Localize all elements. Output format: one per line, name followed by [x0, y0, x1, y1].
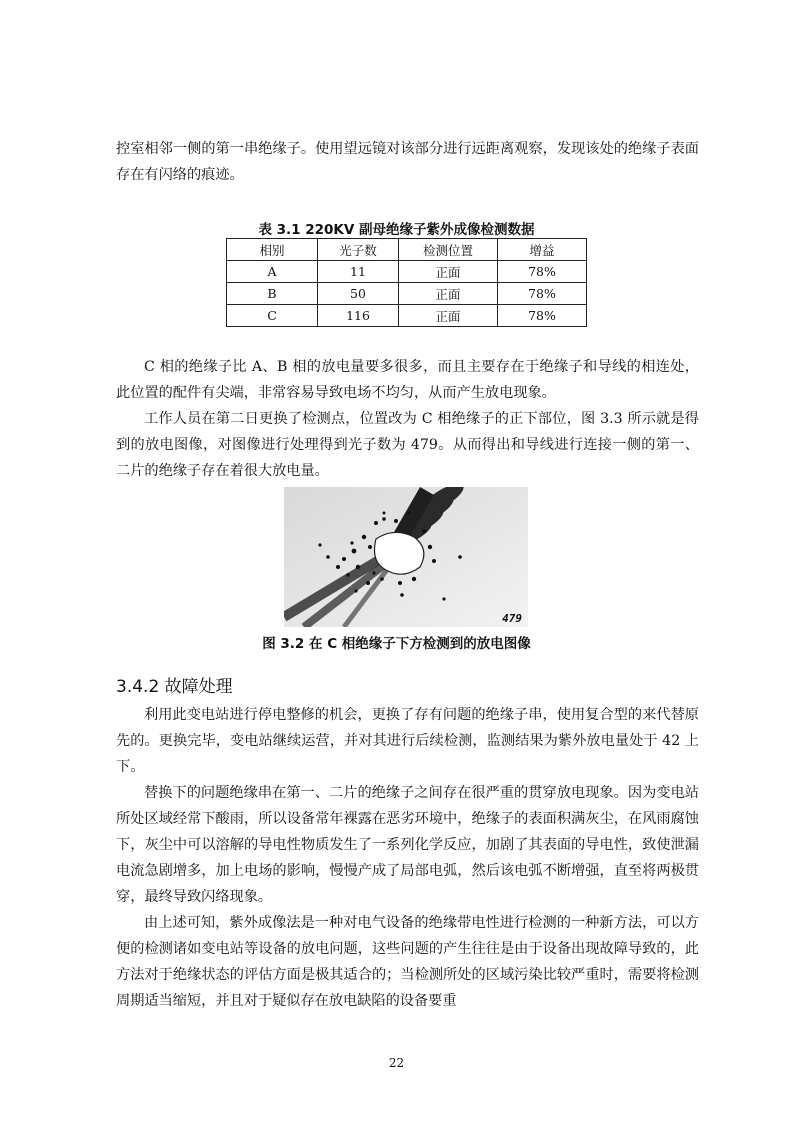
- table-cell: C: [227, 305, 318, 327]
- table-cell: 11: [318, 261, 399, 283]
- figure-caption: 图 3.2 在 C 相绝缘子下方检测到的放电图像: [262, 636, 531, 652]
- table-cell: A: [227, 261, 318, 283]
- paragraph-c-phase: C 相的绝缘子比 A、B 相的放电量要多很多，而且主要存在于绝缘子和导线的相连处，此位置的配件有尖端，非常容易导致电场不均匀，从而产生放电现象。: [116, 359, 699, 401]
- table-header-cell: 增益: [498, 239, 587, 261]
- page-number: 22: [388, 1056, 405, 1070]
- discharge-image-graphic: [284, 487, 528, 627]
- paragraph-intro: 控室相邻一侧的第一串绝缘子。使用望远镜对该部分进行远距离观察，发现该处的绝缘子表面存在有闪络的痕迹。: [116, 141, 699, 183]
- table-cell: 116: [318, 305, 399, 327]
- table-cell: 正面: [399, 305, 498, 327]
- table-caption: 表 3.1 220KV 副母绝缘子紫外成像检测数据: [258, 222, 535, 238]
- table-row: [227, 305, 587, 327]
- table-cell: 78%: [498, 283, 587, 305]
- section-heading: 3.4.2 故障处理: [116, 677, 233, 697]
- table-cell: 正面: [399, 261, 498, 283]
- table-cell: 50: [318, 283, 399, 305]
- table-cell: B: [227, 283, 318, 305]
- paragraph-replaced: 替换下的问题绝缘串在第一、二片的绝缘子之间存在很严重的贯穿放电现象。因为变电站所处区域经常下酸雨，所以设备常年裸露在恶劣环境中，绝缘子的表面积满灰尘，在风雨腐蚀下，灰尘中可以溶解的导电性物质发生了一系列化学反应，加剧了其表面的导电性，致使泄漏电流急剧增多，加上电场的影响，慢慢产成了局部电弧，然后该电弧不断增强，直至将两极贯穿，最终导致闪络现象。: [116, 785, 699, 905]
- table-cell: 正面: [399, 283, 498, 305]
- table-cell: 78%: [498, 305, 587, 327]
- paragraph-repair: 利用此变电站进行停电整修的机会，更换了存有问题的绝缘子串，使用复合型的来代替原先的。更换完毕，变电站继续运营，并对其进行后续检测，监测结果为紫外放电量处于 42 上下。: [116, 707, 699, 775]
- paragraph-conclusion: 由上述可知，紫外成像法是一种对电气设备的绝缘带电性进行检测的一种新方法，可以方便的检测诸如变电站等设备的放电问题，这些问题的产生往往是由于设备出现故障导致的，此方法对于绝缘状态的评估方面是极其适合的；当检测所处的区域污染比较严重时，需要将检测周期适当缩短，并且对于疑似存在放电缺陷的设备要重: [116, 915, 699, 1009]
- table-cell: 78%: [498, 261, 587, 283]
- table-row: [227, 283, 587, 305]
- table-header-row: [227, 239, 587, 261]
- discharge-image: [284, 487, 528, 627]
- table-header-cell: 检测位置: [399, 239, 498, 261]
- table-header-cell: 相别: [227, 239, 318, 261]
- photon-counter-overlay: 479: [502, 612, 522, 625]
- paragraph-workers: 工作人员在第二日更换了检测点，位置改为 C 相绝缘子的正下部位，图 3.3 所示就是得到的放电图像，对图像进行处理得到光子数为 479。从而得出和导线进行连接一侧的第一、二片的绝缘子存在着很大放电量。: [116, 411, 699, 479]
- detection-data-table: [226, 238, 587, 327]
- table-header-cell: 光子数: [318, 239, 399, 261]
- table-row: [227, 261, 587, 283]
